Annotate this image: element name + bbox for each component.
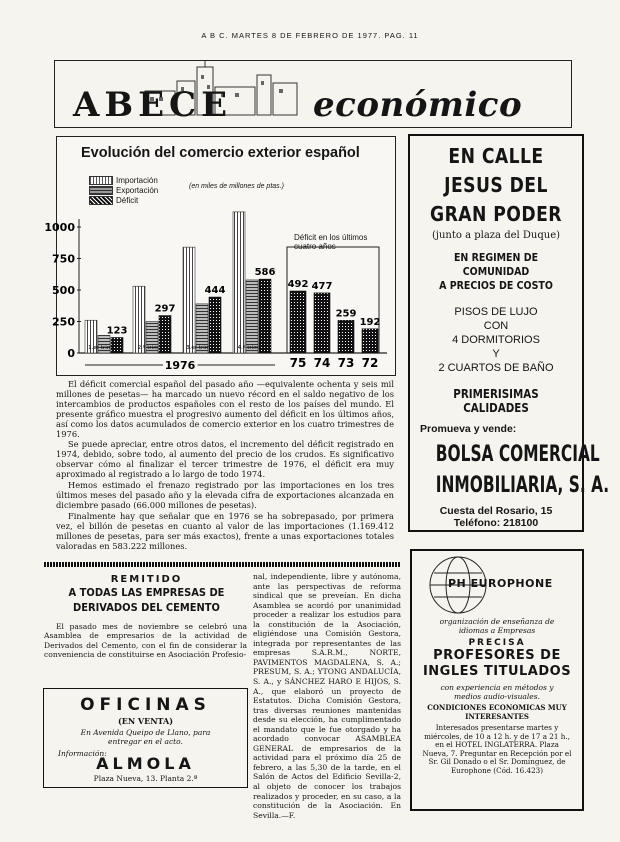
y-tick-label: 1000 bbox=[44, 221, 75, 234]
ad-regimen-1: EN REGIMEN DE COMUNIDAD bbox=[453, 251, 539, 278]
oficinas-status: (EN VENTA) bbox=[117, 716, 174, 726]
oficinas-ad bbox=[43, 688, 248, 788]
bar-deficit bbox=[259, 279, 271, 353]
data-label: 586 bbox=[254, 267, 276, 279]
remitido-heading bbox=[44, 574, 249, 615]
ad-location bbox=[410, 142, 582, 229]
section-divider bbox=[44, 562, 400, 567]
ad-line-3: GRAN PODER bbox=[430, 202, 562, 226]
chart-title: Evolución del comercio exterior español bbox=[81, 145, 360, 161]
trade-chart bbox=[44, 136, 396, 376]
europhone-exp: con experiencia en métodos y medios audio-visuales. bbox=[440, 683, 554, 701]
banner-economico: económico bbox=[313, 85, 523, 125]
ad-near: (junto a plaza del Duque) bbox=[431, 230, 561, 241]
data-label: 444 bbox=[204, 285, 226, 297]
quarter-label: 4.º trim. bbox=[237, 345, 261, 351]
bar-import bbox=[233, 212, 245, 353]
deficit-note: Déficit en los últimos cuatro años bbox=[294, 233, 368, 251]
real-estate-ad bbox=[408, 134, 610, 532]
article-paragraph: Finalmente hay que señalar que en 1976 se ha sobrepasado, por primera vez, el billón de pesetas en cuanto al valor de las importaciones (1.169.412 millones de pesetas, para ser más exactos), frente a unas exportaciones totales valoradas en 583.222 millones. bbox=[56, 510, 394, 551]
ad-line-1: EN CALLE bbox=[448, 144, 544, 168]
article-body bbox=[56, 380, 394, 551]
remitido-col2 bbox=[253, 572, 401, 820]
chart-plot bbox=[44, 137, 395, 375]
oficinas-company: ALMOLA bbox=[96, 754, 195, 773]
legend-label-export: Exportación bbox=[116, 185, 159, 195]
legend-label-import: Importación bbox=[116, 175, 158, 185]
y-tick-label: 500 bbox=[52, 284, 75, 297]
ad-pisos-3: 4 DORMITORIOS bbox=[452, 334, 540, 346]
bar-export bbox=[246, 280, 258, 353]
year-tick-label: 73 bbox=[337, 356, 355, 370]
article-paragraph: Se puede apreciar, entre otros datos, el incremento del déficit registrado en 1974, debido, sobre todo, al aumento del precio de los crudos. Es significativo observar cómo al finalizar el tercer trimestre de 1976, el déficit era muy aproximado al registrado a lo largo de todo 1974. bbox=[56, 439, 394, 480]
bar-deficit-year bbox=[338, 320, 354, 353]
quarter-label: 2.º trim. bbox=[137, 345, 161, 351]
y-tick-label: 0 bbox=[67, 347, 75, 360]
ad-pisos-5: 2 CUARTOS DE BAÑO bbox=[438, 362, 554, 374]
banner-abece: ABECE bbox=[73, 85, 233, 125]
quarter-label: 1.er trim. bbox=[88, 345, 114, 351]
ad-company-1: BOLSA COMERCIAL bbox=[435, 442, 600, 467]
remitido-col1-text: El pasado mes de noviembre se celebró una Asamblea de empresarios de la actividad de Derivados del Cemento, con el fin de considerar la conveniencia de constituirse en Asociación Profesio- bbox=[44, 622, 247, 660]
year-tick-label: 72 bbox=[361, 356, 379, 370]
data-label: 297 bbox=[154, 303, 176, 315]
oficinas-info: Información: bbox=[58, 749, 107, 758]
europhone-logo-area bbox=[412, 551, 582, 617]
bar-deficit-year bbox=[314, 293, 330, 353]
ad-phone: Teléfono: 218100 bbox=[453, 517, 539, 529]
chart-units: (en miles de millones de ptas.) bbox=[189, 183, 284, 190]
article-paragraph: El déficit comercial español del pasado año —equivalente ochenta y seis mil millones de pesetas— ha marcado un nuevo récord en el saldo negativo de los intercambios de productos españoles con el resto de los países del mundo. El presente gráfico muestra el progresivo aumento del déficit en los últimos años, así como los datos acumulados de comercio exterior en los cuatro trimestres de 1976. bbox=[56, 379, 394, 439]
ad-promueve: Promueva y vende: bbox=[420, 423, 517, 435]
bar-import bbox=[133, 286, 145, 353]
y-tick-label: 750 bbox=[52, 252, 75, 266]
europhone-logo: PH EUROPHONE bbox=[448, 577, 553, 590]
data-label: 259 bbox=[335, 308, 357, 320]
ad-pisos-2: CON bbox=[483, 320, 509, 332]
remitido-headline-1: A TODAS LAS EMPRESAS DE bbox=[68, 586, 225, 599]
oficinas-desc: En Avenida Queipo de Llano, para entregar en el acto. bbox=[80, 728, 211, 746]
remitido-headline-2: DERIVADOS DEL CEMENTO bbox=[72, 601, 220, 614]
ad-address: Cuesta del Rosario, 15 bbox=[439, 505, 553, 517]
ad-pisos-1: PISOS DE LUJO bbox=[454, 306, 538, 318]
ad-company-2: INMOBILIARIA, S. A. bbox=[435, 473, 610, 498]
year-tick-label: 75 bbox=[289, 356, 307, 370]
bar-deficit-year bbox=[362, 329, 378, 353]
bar-deficit-year bbox=[290, 291, 306, 353]
remitido-col2-text: nal, independiente, libre y autónoma, ante las perspectivas de reforma sindical que se preveían. En dicha Asamblea se acordó por unanimidad proceder a realizar los estudios para la constitución de la Asociación, eligiéndose una Comisión Gestora, integrada por representantes de las empresas S.A.R.M., NORTE, PAVIMENTOS MAGDALENA, S. A.; PRESUM, S. A.; YTONG ANDALUCÍA, S. A., y SÁNCHEZ HARO E HIJOS, S. A., que elaboró un proyecto de Estatutos. Dicha Comisión Gestora, tras diversas reuniones mantenidas desde su elección, ha cumplimentado el mandato que le fue otorgado y ha acordado convocar ASAMBLEA GENERAL de empresarios de la actividad para el próximo día 25 de febrero, a las 5,30 de la tarde, en el Salón de Actos del Edificio Sevilla-2, al objeto de conocer los trabajos realizados y proceder, en su caso, a la constitución de la Asociación. En Sevilla.—F. bbox=[253, 572, 401, 820]
bar-import bbox=[183, 247, 195, 353]
europhone-title-1: PROFESORES DE bbox=[433, 648, 561, 663]
data-label: 492 bbox=[287, 279, 309, 291]
ad-calidades: PRIMERISIMAS CALIDADES bbox=[453, 387, 539, 415]
ad-regimen-2: A PRECIOS DE COSTO bbox=[439, 279, 553, 292]
quarter-label: 3.er trim. bbox=[186, 345, 212, 351]
europhone-ad bbox=[410, 549, 584, 811]
ad-pisos-4: Y bbox=[492, 348, 500, 360]
year-tick-label: 74 bbox=[313, 356, 331, 370]
oficinas-address: Plaza Nueva, 13. Planta 2.ª bbox=[93, 774, 198, 783]
europhone-precisa: PRECISA bbox=[468, 638, 526, 648]
oficinas-title: OFICINAS bbox=[80, 695, 211, 715]
remitido-col1 bbox=[44, 622, 247, 660]
legend-label-deficit: Déficit bbox=[116, 195, 139, 205]
europhone-title-2: INGLES TITULADOS bbox=[422, 664, 572, 679]
section-banner bbox=[54, 60, 572, 128]
europhone-org: organización de enseñanza de idiomas a Empresas bbox=[439, 617, 555, 635]
data-label: 123 bbox=[106, 325, 128, 337]
europhone-contact: Interesados presentarse martes y miércoles, de 10 a 12 h. y de 17 a 21 h., en el HOTEL INGLATERRA. Plaza Nueva, 7. Preguntar en Recepción por el Sr. Gil Donado o el Sr. Domínguez, de Europhone (Cód. 16.423) bbox=[422, 723, 572, 775]
bar-deficit bbox=[159, 316, 171, 353]
y-tick-label: 250 bbox=[52, 315, 75, 329]
article-paragraph: Hemos estimado el frenazo registrado por las importaciones en los tres últimos meses del pasado año y la elevada cifra de exportaciones alcanzada en diciembre pasado (66.000 millones de pesetas). bbox=[56, 480, 394, 510]
year-label: 1976 bbox=[164, 359, 196, 372]
page-header: A B C. MARTES 8 DE FEBRERO DE 1977. PAG. 11 bbox=[201, 31, 419, 40]
data-label: 192 bbox=[359, 316, 381, 328]
remitido-kicker: REMITIDO bbox=[110, 574, 183, 585]
europhone-conditions: CONDICIONES ECONOMICAS MUY INTERESANTES bbox=[427, 703, 567, 721]
data-label: 477 bbox=[311, 280, 333, 292]
ad-line-2: JESUS DEL bbox=[444, 173, 548, 197]
